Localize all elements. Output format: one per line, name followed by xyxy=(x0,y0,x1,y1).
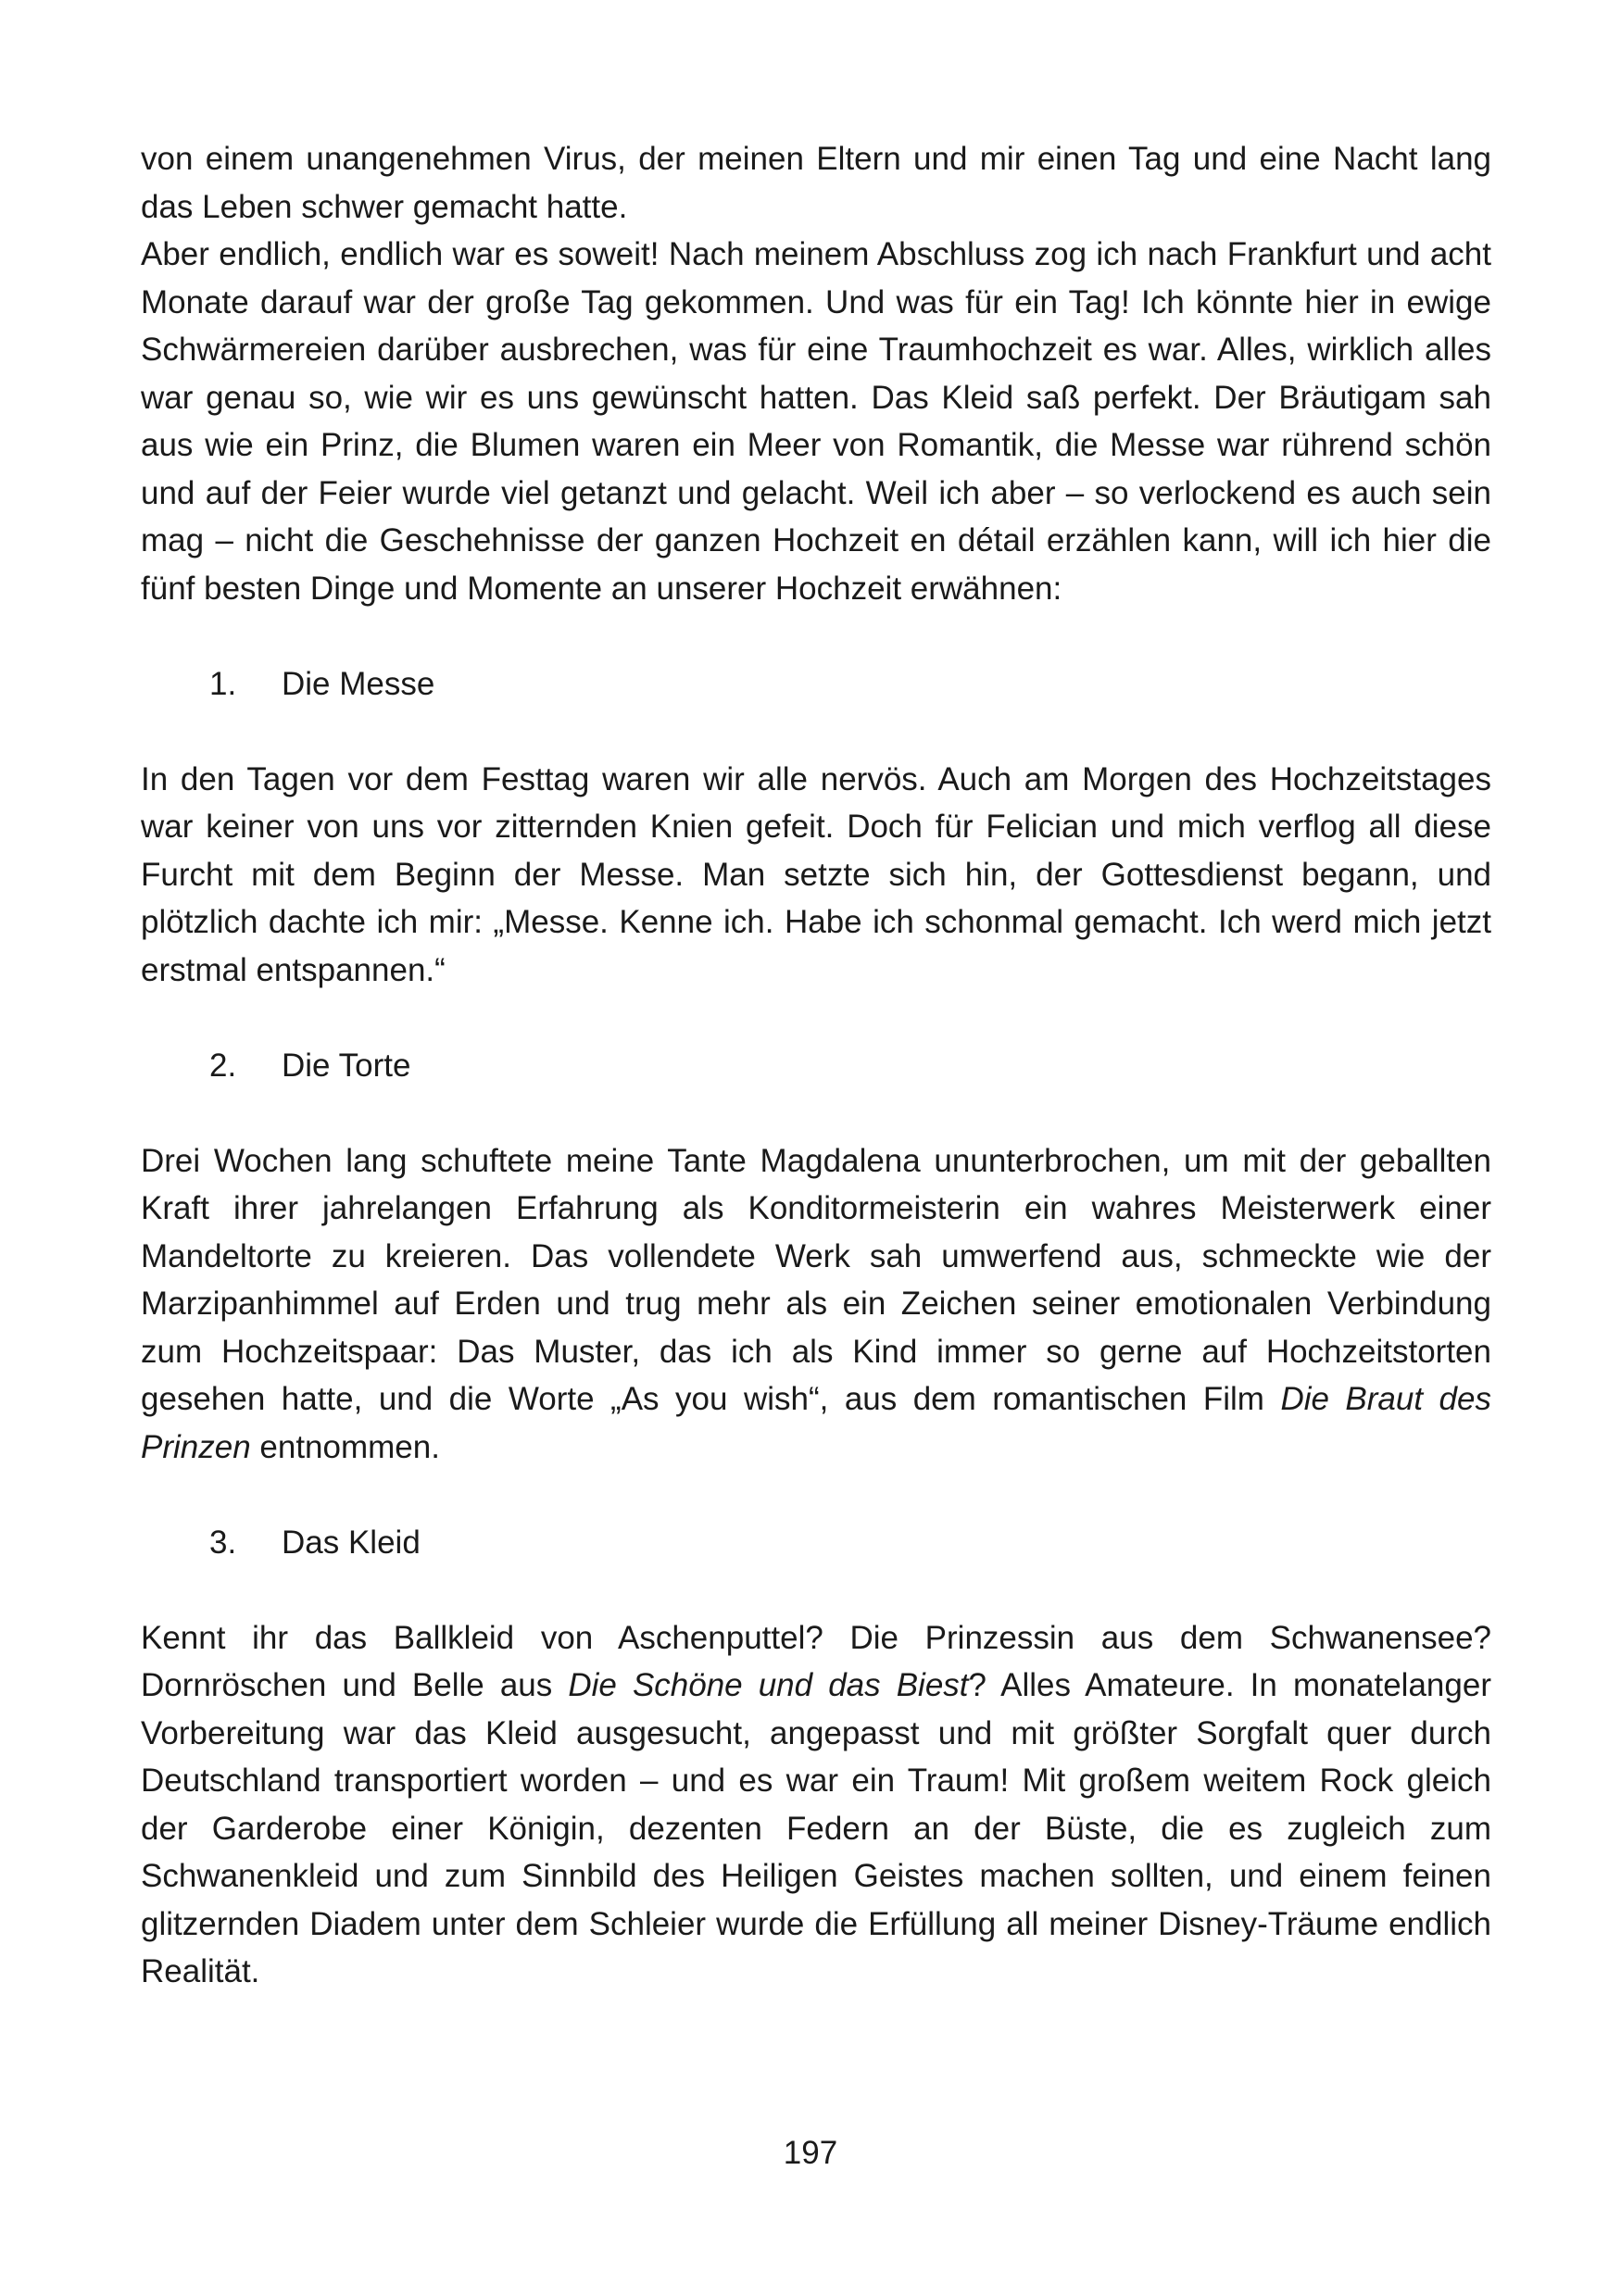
paragraph-virus: von einem unangenehmen Virus, der meinen Eltern und mir einen Tag und eine Nacht lang das Leben schwer gemacht hatte. xyxy=(141,141,1491,225)
page-body xyxy=(141,135,1491,1996)
section-number: 2. xyxy=(209,1047,237,1084)
spacer xyxy=(141,1566,1491,1614)
paragraph-wedding-intro: Aber endlich, endlich war es soweit! Nach meinem Abschluss zog ich nach Frankfurt und acht Monate darauf war der große Tag gekommen. Und was für ein Tag! Ich könnte hier in ewige Schwärmereien darüber ausbrechen, was für eine Traumhochzeit es war. Alles, wirklich alles war genau so, wie wir es uns gewünscht hatten. Das Kleid saß perfekt. Der Bräutigam sah aus wie ein Prinz, die Blumen waren ein Meer von Romantik, die Messe war rührend schön und auf der Feier wurde viel getanzt und gelacht. Weil ich aber – so verlockend es auch sein mag – nicht die Geschehnisse der ganzen Hochzeit en détail erzählen kann, will ich hier die fünf besten Dinge und Momente an unserer Hochzeit erwähnen: xyxy=(141,236,1491,607)
section-number: 1. xyxy=(209,665,237,702)
text-run: Drei Wochen lang schuftete meine Tante Magdalena ununterbrochen, um mit der geballten Kraft ihrer jahrelangen Erfahrung als Konditormeisterin ein wahres Meisterwerk einer Mandeltorte zu kreieren. Das vollendete Werk sah umwerfend aus, schmeckte wie der Marzipanhimmel auf Erden und trug mehr als ein Zeichen seiner emotionalen Verbindung zum Hochzeitspaar: Das Muster, das ich als Kind immer so gerne auf Hochzeitstorten gesehen hatte, und die Worte „As you wish“, aus dem romantischen Film xyxy=(141,1142,1491,1417)
section-number: 3. xyxy=(209,1524,237,1561)
section-title: Die Messe xyxy=(282,665,435,702)
section-heading-torte xyxy=(141,1042,1491,1090)
page-number: 197 xyxy=(783,2135,838,2171)
section-title: Das Kleid xyxy=(282,1524,421,1561)
text-run: entnommen. xyxy=(250,1428,440,1465)
spacer xyxy=(141,708,1491,756)
paragraph-kleid xyxy=(141,1614,1491,1996)
paragraph-torte xyxy=(141,1137,1491,1472)
section-title: Die Torte xyxy=(282,1047,411,1084)
paragraph-messe: In den Tagen vor dem Festtag waren wir alle nervös. Auch am Morgen des Hochzeitstages war keiner von uns vor zitternden Knien gefeit. Doch für Felician und mich verflog all diese Furcht mit dem Beginn der Messe. Man setzte sich hin, der Gottesdienst begann, und plötzlich dachte ich mir: „Messe. Kenne ich. Habe ich schonmal gemacht. Ich werd mich jetzt erstmal entspannen.“ xyxy=(141,760,1491,988)
film-title-italic: Die Schöne und das Biest xyxy=(568,1667,969,1703)
text-run: Kennt ihr das Ballkleid von Aschenputtel? Die Prinzessin aus dem Schwanensee? Dornröschen und Belle aus xyxy=(141,1619,1491,1703)
spacer xyxy=(141,994,1491,1042)
text-run: ? Alles Amateure. In monatelanger Vorbereitung war das Kleid ausgesucht, angepasst und mit größter Sorgfalt quer durch Deutschland transportiert worden – und es war ein Traum! Mit großem weitem Rock gleich der Garderobe einer Königin, dezenten Federn an der Büste, die es zugleich zum Schwanenkleid und zum Sinnbild des Heiligen Geistes machen sollten, und einem feinen glitzernden Diadem unter dem Schleier wurde die Erfüllung all meiner Disney-Träume endlich Realität. xyxy=(141,1667,1491,1989)
spacer xyxy=(141,1089,1491,1137)
spacer xyxy=(141,1471,1491,1519)
section-heading-messe xyxy=(141,660,1491,709)
film-title-italic: Die Braut des Prinzen xyxy=(141,1381,1491,1465)
section-heading-kleid xyxy=(141,1519,1491,1567)
spacer xyxy=(141,612,1491,660)
